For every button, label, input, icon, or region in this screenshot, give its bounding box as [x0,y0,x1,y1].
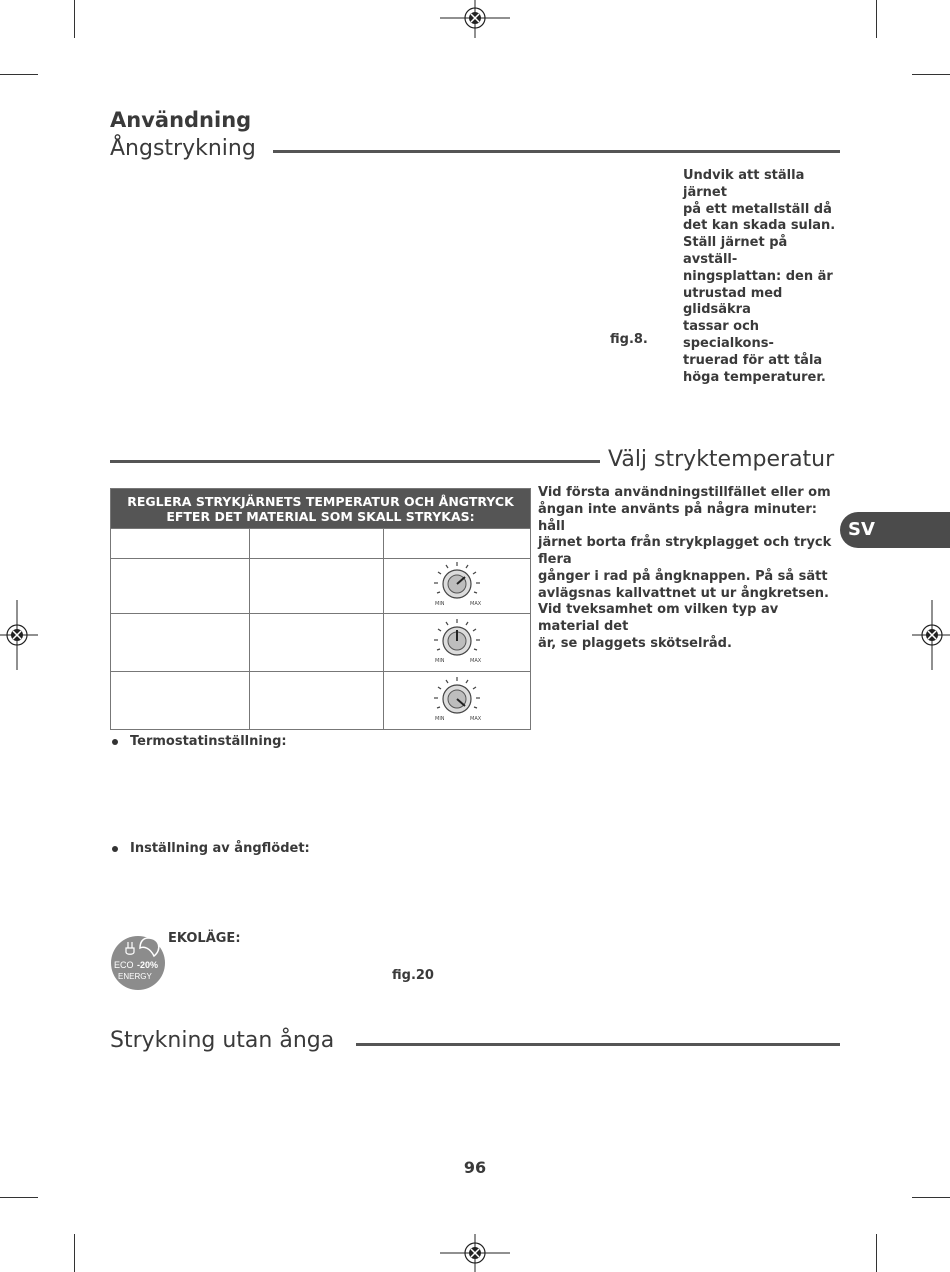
language-tab: SV [840,512,950,548]
dial-icon [427,616,487,666]
crop-mark [876,1234,877,1272]
registration-mark-icon [0,600,38,670]
first-use-text: Vid första användningstillfället eller om ångan inte använts på några minuter: håll järnet borta från strykplagget och tryck flera gånger i rad på ångknappen. På så sätt avlägsnas kallvattnet ut ur ångkretsen. [538,485,832,601]
registration-mark-icon [440,0,510,38]
bullet-icon [112,739,118,745]
table-cell [250,672,384,730]
crop-mark [74,1234,75,1272]
table-header: REGLERA STRYKJÄRNETS TEMPERATUR OCH ÅNGTRYCK EFTER DET MATERIAL SOM SKALL STRYKAS: [111,489,531,529]
bullet-thermostat: Termostatinställning: [112,734,287,749]
registration-mark-icon [912,600,950,670]
svg-text:MAX: MAX [470,601,482,607]
steam-note: Undvik att ställa järnet på ett metallställ då det kan skada sulan. Ställ järnet på avställ- ningsplattan: den är utrustad med glidsäkra tassar och specialkons- truerad för att tåla höga temperaturer. [683,168,836,385]
svg-text:MIN: MIN [435,601,445,607]
dial-icon [427,559,487,609]
table-cell [384,614,531,672]
table-cell [111,672,250,730]
svg-text:ECO: ECO [114,960,134,970]
eco-label: EKOLÄGE: [168,931,241,946]
crop-mark [912,74,950,75]
section-rule [356,1043,840,1046]
bullet-steam-flow: Inställning av ångflödet: [112,841,310,856]
table-cell [250,614,384,672]
crop-mark [0,1197,38,1198]
table-cell [384,672,531,730]
svg-text:MIN: MIN [435,715,445,722]
svg-text:MAX: MAX [470,715,482,722]
table-cell [250,559,384,614]
settings-table [110,488,531,730]
table-cell [111,559,250,614]
section-title-no-steam: Strykning utan ånga [110,1028,335,1053]
section-rule [273,150,840,153]
svg-text:MAX: MAX [470,657,482,664]
section-rule [110,460,600,463]
fig-label: fig.8. [610,332,648,347]
crop-mark [74,0,75,38]
page-number: 96 [463,1158,487,1177]
fig-label: fig.20 [392,968,434,983]
svg-text:ENERGY: ENERGY [118,972,152,981]
page-title: Användning [110,108,252,132]
doubt-text: Vid tveksamhet om vilken typ av material det är, se plaggets skötselråd. [538,602,779,651]
table-cell [111,529,250,559]
table-cell [111,614,250,672]
table-cell [384,559,531,614]
table-cell [250,529,384,559]
svg-text:-20%: -20% [137,960,159,970]
crop-mark [912,1197,950,1198]
eco-badge-icon [110,932,168,992]
section-title-temperature: Välj stryktemperatur [608,447,835,472]
svg-text:MIN: MIN [435,657,445,664]
crop-mark [0,74,38,75]
bullet-icon [112,846,118,852]
dial-icon [427,674,487,724]
crop-mark [876,0,877,38]
section-title-steam: Ångstrykning [110,136,256,161]
registration-mark-icon [440,1234,510,1272]
table-cell [384,529,531,559]
